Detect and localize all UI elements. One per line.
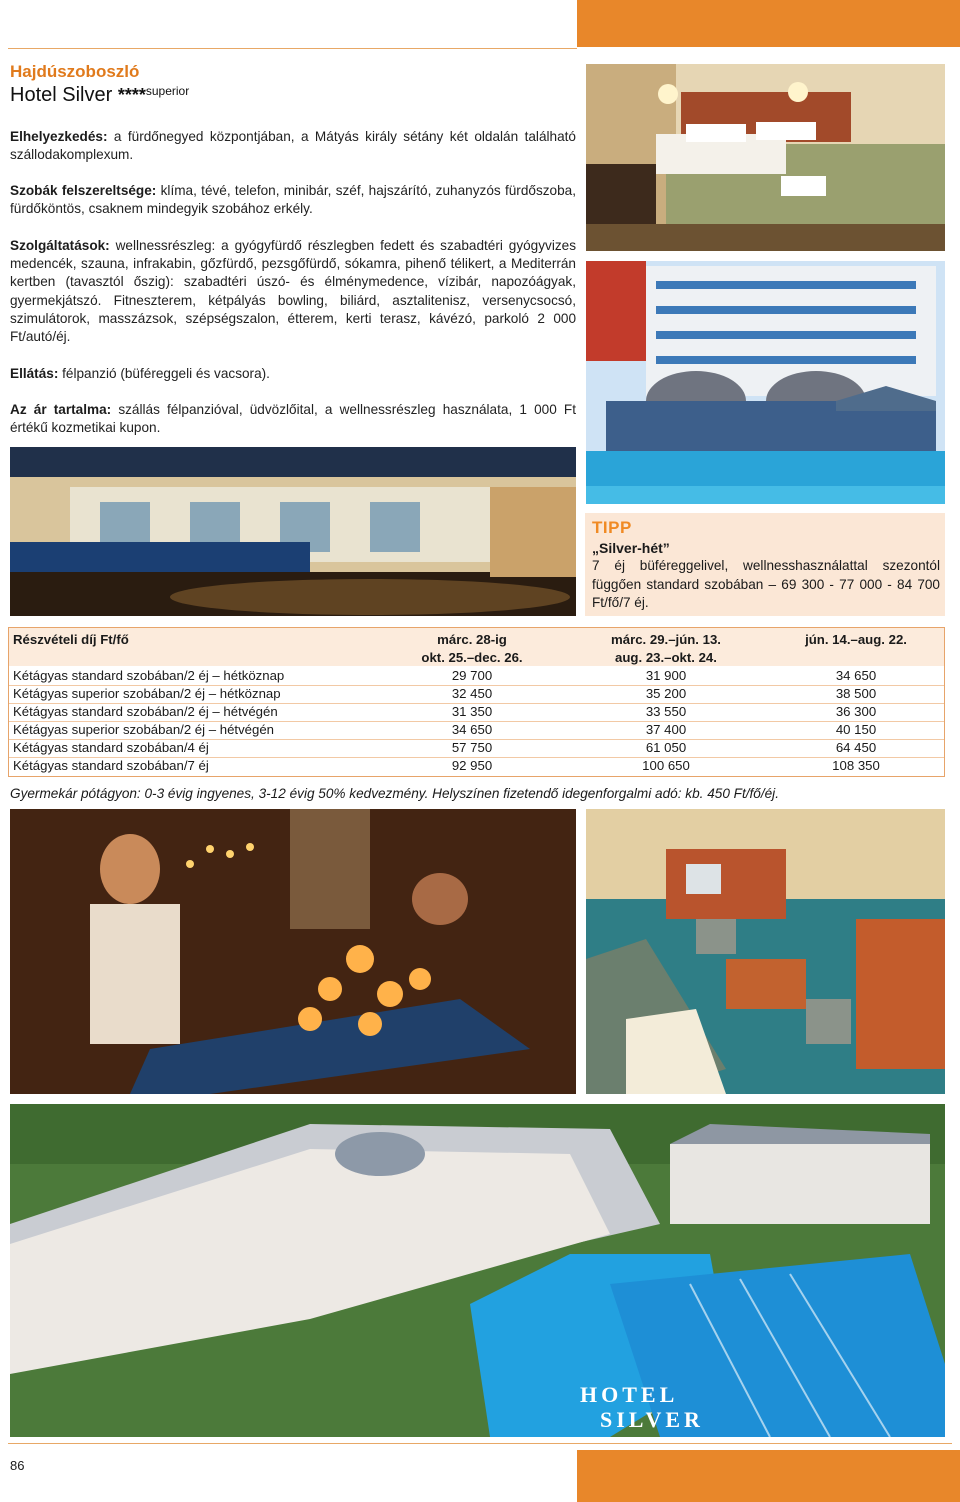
suite-living-room-photo: [586, 809, 945, 1094]
location-label: Elhelyezkedés:: [10, 129, 108, 144]
table-cell: 34 650: [451, 722, 493, 737]
hotel-title: [10, 84, 189, 107]
table-cell: 32 450: [451, 686, 493, 701]
table-cell: 61 050: [645, 740, 687, 755]
table-cell: 34 650: [835, 668, 877, 683]
table-row-label: Kétágyas standard szobában/4 éj: [13, 740, 209, 755]
table-cell: 31 350: [451, 704, 493, 719]
price-includes-paragraph: [10, 401, 576, 437]
star-rating: ****: [117, 85, 146, 105]
hotel-exterior-photo: [586, 261, 945, 504]
top-rule: [8, 48, 577, 49]
table-row-label: Kétágyas superior szobában/2 éj – hétköznap: [13, 686, 281, 701]
price-includes-text: szállás félpanzióval, üdvözlőital, a wellnessrészleg használata, 1 000 Ft értékű kozmetikai kupon.: [10, 402, 576, 436]
table-cell: 29 700: [451, 668, 493, 683]
aerial-view-photo: [10, 1104, 945, 1437]
table-cell: 92 950: [451, 758, 493, 773]
table-cell: 108 350: [832, 758, 880, 773]
aerial-sign-line2: SILVER: [600, 1407, 704, 1432]
table-cell: 33 550: [645, 704, 687, 719]
hotel-category: superior: [145, 84, 190, 98]
table-cell: 36 300: [835, 704, 877, 719]
board-label: Ellátás:: [10, 366, 59, 381]
footnote: Gyermekár pótágyon: 0-3 évig ingyenes, 3-12 évig 50% kedvezmény. Helyszínen fizetendő idegenforgalmi adó: kb. 450 Ft/fő/éj.: [10, 786, 779, 801]
location-paragraph: [10, 128, 576, 164]
rooms-text: klíma, tévé, telefon, minibár, széf, hajszárító, zuhanyzós fürdőszoba, fürdőköntös, csaknem mindegyik szobához erkély.: [10, 183, 576, 217]
table-cell: 31 900: [645, 668, 687, 683]
board-paragraph: [10, 365, 576, 383]
table-cell: 40 150: [835, 722, 877, 737]
table-cell: 35 200: [645, 686, 687, 701]
tipp-subtitle: „Silver-hét”: [592, 540, 670, 556]
top-orange-bar: [577, 0, 960, 47]
table-row-label: Kétágyas superior szobában/2 éj – hétvégén: [13, 722, 275, 737]
table-cell: 100 650: [642, 758, 690, 773]
bottom-orange-bar: [577, 1450, 960, 1502]
tipp-title: TIPP: [592, 518, 632, 537]
services-paragraph: [10, 237, 576, 346]
services-text: wellnessrészleg: a gyógyfürdő részlegben fedett és szabadtéri gyógyvizes medencék, szauna, infrakabin, gőzfürdő, pezsgőfürdő, sókamra, pihenő télikert, a Mediterrán kertben (tavasztól őszig): szabadtéri úszó- és élménymedence, vízibár, napozóágyak, gyermekjátszó. Fitneszterem, kétpályás bowling, biliárd, asztalitenisz, versenycsocsó, szimulátorok, masszázsok, szépségszalon, étterem, kerti terasz, kávézó, parkoló 2 000 Ft/autó/éj.: [10, 238, 577, 345]
hotel-name: Hotel Silver: [10, 84, 113, 106]
board-text: félpanzió (büféreggeli és vacsora).: [62, 366, 270, 381]
table-row-label: Kétágyas standard szobában/7 éj: [13, 758, 209, 773]
candle-bath-photo: [10, 809, 576, 1094]
rooms-label: Szobák felszereltsége:: [10, 183, 157, 198]
city-title: Hajdúszoboszló: [10, 62, 140, 81]
table-cell: 64 450: [835, 740, 877, 755]
price-table-header-label: Részvételi díj Ft/fő: [13, 632, 129, 647]
rooms-paragraph: [10, 182, 576, 218]
price-includes-label: Az ár tartalma:: [10, 402, 112, 417]
period-1-line2: okt. 25.–dec. 26.: [421, 650, 523, 665]
table-cell: 57 750: [451, 740, 493, 755]
aerial-sign-line1: HOTEL: [580, 1382, 679, 1407]
table-cell: 37 400: [645, 722, 687, 737]
table-cell: 38 500: [835, 686, 877, 701]
indoor-pool-photo: [10, 447, 576, 616]
period-3-line1: jún. 14.–aug. 22.: [805, 632, 907, 647]
services-label: Szolgáltatások:: [10, 238, 110, 253]
period-1-line1: márc. 28-ig: [437, 632, 507, 647]
bottom-rule: [8, 1443, 952, 1444]
period-2-line2: aug. 23.–okt. 24.: [615, 650, 717, 665]
table-row-label: Kétágyas standard szobában/2 éj – hétvégén: [13, 704, 278, 719]
location-text: a fürdőnegyed központjában, a Mátyás király sétány két oldalán található szállodakomplexum.: [10, 129, 576, 163]
period-2-line1: márc. 29.–jún. 13.: [611, 632, 721, 647]
tipp-text: 7 éj büféreggelivel, wellnesshasználattal szezontól függően standard szobában – 69 300 - 77 000 - 84 700 Ft/fő/7 éj.: [592, 558, 940, 610]
hotel-room-photo: [586, 64, 945, 251]
price-table: [8, 627, 945, 777]
table-row-label: Kétágyas standard szobában/2 éj – hétköznap: [13, 668, 285, 683]
page-number: 86: [10, 1458, 25, 1473]
